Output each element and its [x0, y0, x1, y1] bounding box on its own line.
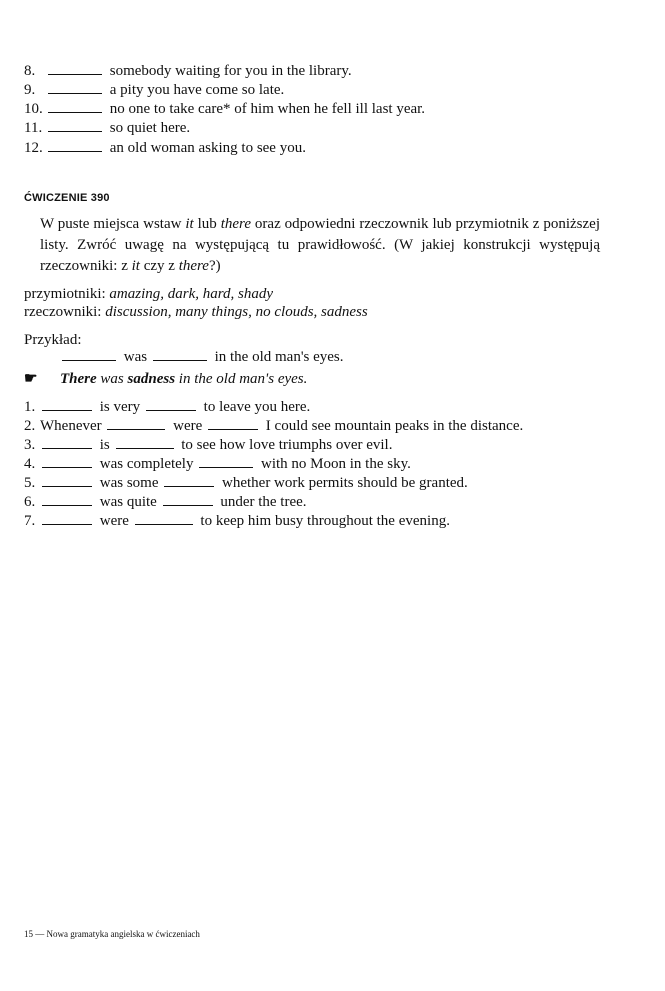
- item-text: were: [99, 513, 129, 529]
- list-item: [24, 119, 190, 137]
- answer-there: There: [60, 371, 97, 387]
- item-text: is very: [99, 399, 141, 415]
- item-text: an old woman asking to see you.: [109, 140, 306, 156]
- item-text: a pity you have come so late.: [109, 82, 285, 98]
- example-label: Przykład:: [24, 332, 82, 348]
- answer-blank: [153, 360, 207, 361]
- answer-blank: [146, 410, 196, 411]
- answer-blank: [42, 467, 92, 468]
- example-sentence: [60, 348, 344, 366]
- instruction-it: it: [131, 258, 140, 274]
- item-text: was completely: [99, 456, 194, 472]
- answer-blank: [48, 74, 102, 75]
- item-number: 4.: [24, 456, 36, 472]
- item-number: 5.: [24, 475, 36, 491]
- item-text: I could see mountain peaks in the distance.: [265, 418, 524, 434]
- item-number: 1.: [24, 399, 36, 415]
- list-item: [24, 81, 284, 99]
- instruction-there: there: [220, 216, 251, 232]
- answer-blank: [48, 112, 102, 113]
- list-item: [24, 417, 523, 435]
- nouns-label: rzeczowniki:: [24, 304, 106, 320]
- list-item: [24, 493, 307, 511]
- item-text: was quite: [99, 494, 157, 510]
- item-text: under the tree.: [220, 494, 307, 510]
- answer-blank: [107, 429, 165, 430]
- item-number: 10.: [24, 101, 43, 117]
- item-number: 9.: [24, 82, 36, 98]
- answer-blank: [48, 93, 102, 94]
- item-number: 12.: [24, 140, 43, 156]
- adjectives-values: amazing, dark, hard, shady: [109, 286, 274, 302]
- adjectives-label: przymiotniki:: [24, 286, 110, 302]
- answer-blank: [62, 360, 116, 361]
- answer-blank: [42, 486, 92, 487]
- item-text: to leave you here.: [203, 399, 311, 415]
- example-answer: [24, 370, 307, 388]
- answer-blank: [116, 448, 174, 449]
- item-text: with no Moon in the sky.: [260, 456, 411, 472]
- item-number: 2.: [24, 418, 36, 434]
- example-rest: in the old man's eyes.: [214, 349, 344, 365]
- adjectives-list: [24, 285, 273, 303]
- list-item: [24, 436, 392, 454]
- list-item: [24, 474, 468, 492]
- answer-blank: [42, 410, 92, 411]
- item-number: 8.: [24, 63, 36, 79]
- answer-blank: [208, 429, 258, 430]
- instruction-text: czy z: [139, 258, 179, 274]
- answer-noun: sadness: [127, 371, 176, 387]
- answer-blank: [42, 448, 92, 449]
- item-number: 3.: [24, 437, 36, 453]
- answer-blank: [199, 467, 253, 468]
- instruction-text: ?): [208, 258, 221, 274]
- item-text: no one to take care* of him when he fell ill last year.: [109, 101, 426, 117]
- item-number: 6.: [24, 494, 36, 510]
- answer-rest: in the old man's eyes.: [175, 371, 308, 387]
- item-text: so quiet here.: [109, 120, 191, 136]
- item-text: were: [173, 418, 203, 434]
- answer-blank: [164, 486, 214, 487]
- pointing-hand-icon: ☛: [24, 371, 38, 387]
- example-verb: was: [123, 349, 148, 365]
- exercise-title: ĆWICZENIE 390: [24, 192, 110, 204]
- list-item: [24, 62, 352, 80]
- instruction-it: it: [185, 216, 194, 232]
- nouns-list: [24, 303, 368, 321]
- list-item: [24, 100, 425, 118]
- answer-blank: [48, 131, 102, 132]
- nouns-values: discussion, many things, no clouds, sadness: [105, 304, 368, 320]
- list-item: [24, 398, 310, 416]
- item-text: Whenever: [40, 418, 102, 434]
- instruction-there: there: [178, 258, 209, 274]
- item-text: was some: [99, 475, 159, 491]
- answer-blank: [163, 505, 213, 506]
- list-item: [24, 455, 411, 473]
- exercise-instruction: [40, 214, 600, 277]
- page-footer: 15 — Nowa gramatyka angielska w ćwiczeniach: [24, 929, 200, 939]
- item-number: 11.: [24, 120, 43, 136]
- item-text: is: [99, 437, 110, 453]
- item-text: whether work permits should be granted.: [222, 475, 468, 491]
- answer-blank: [135, 524, 193, 525]
- answer-blank: [42, 505, 92, 506]
- instruction-text: W puste miejsca wstaw: [40, 216, 186, 232]
- item-text: somebody waiting for you in the library.: [109, 63, 352, 79]
- item-text: to keep him busy throughout the evening.: [200, 513, 450, 529]
- item-text: to see how love triumphs over evil.: [181, 437, 393, 453]
- answer-blank: [48, 151, 102, 152]
- answer-mid: was: [96, 371, 128, 387]
- answer-blank: [42, 524, 92, 525]
- list-item: [24, 139, 306, 157]
- instruction-text: oraz odpowiedni rzeczownik lub przymiotnik z poniższej listy. Zwróć uwagę na występującą tu prawidłowość. (W jakiej konstrukcji występują rzeczowniki: z: [40, 216, 600, 274]
- instruction-text: lub: [193, 216, 221, 232]
- list-item: [24, 512, 450, 530]
- item-number: 7.: [24, 513, 36, 529]
